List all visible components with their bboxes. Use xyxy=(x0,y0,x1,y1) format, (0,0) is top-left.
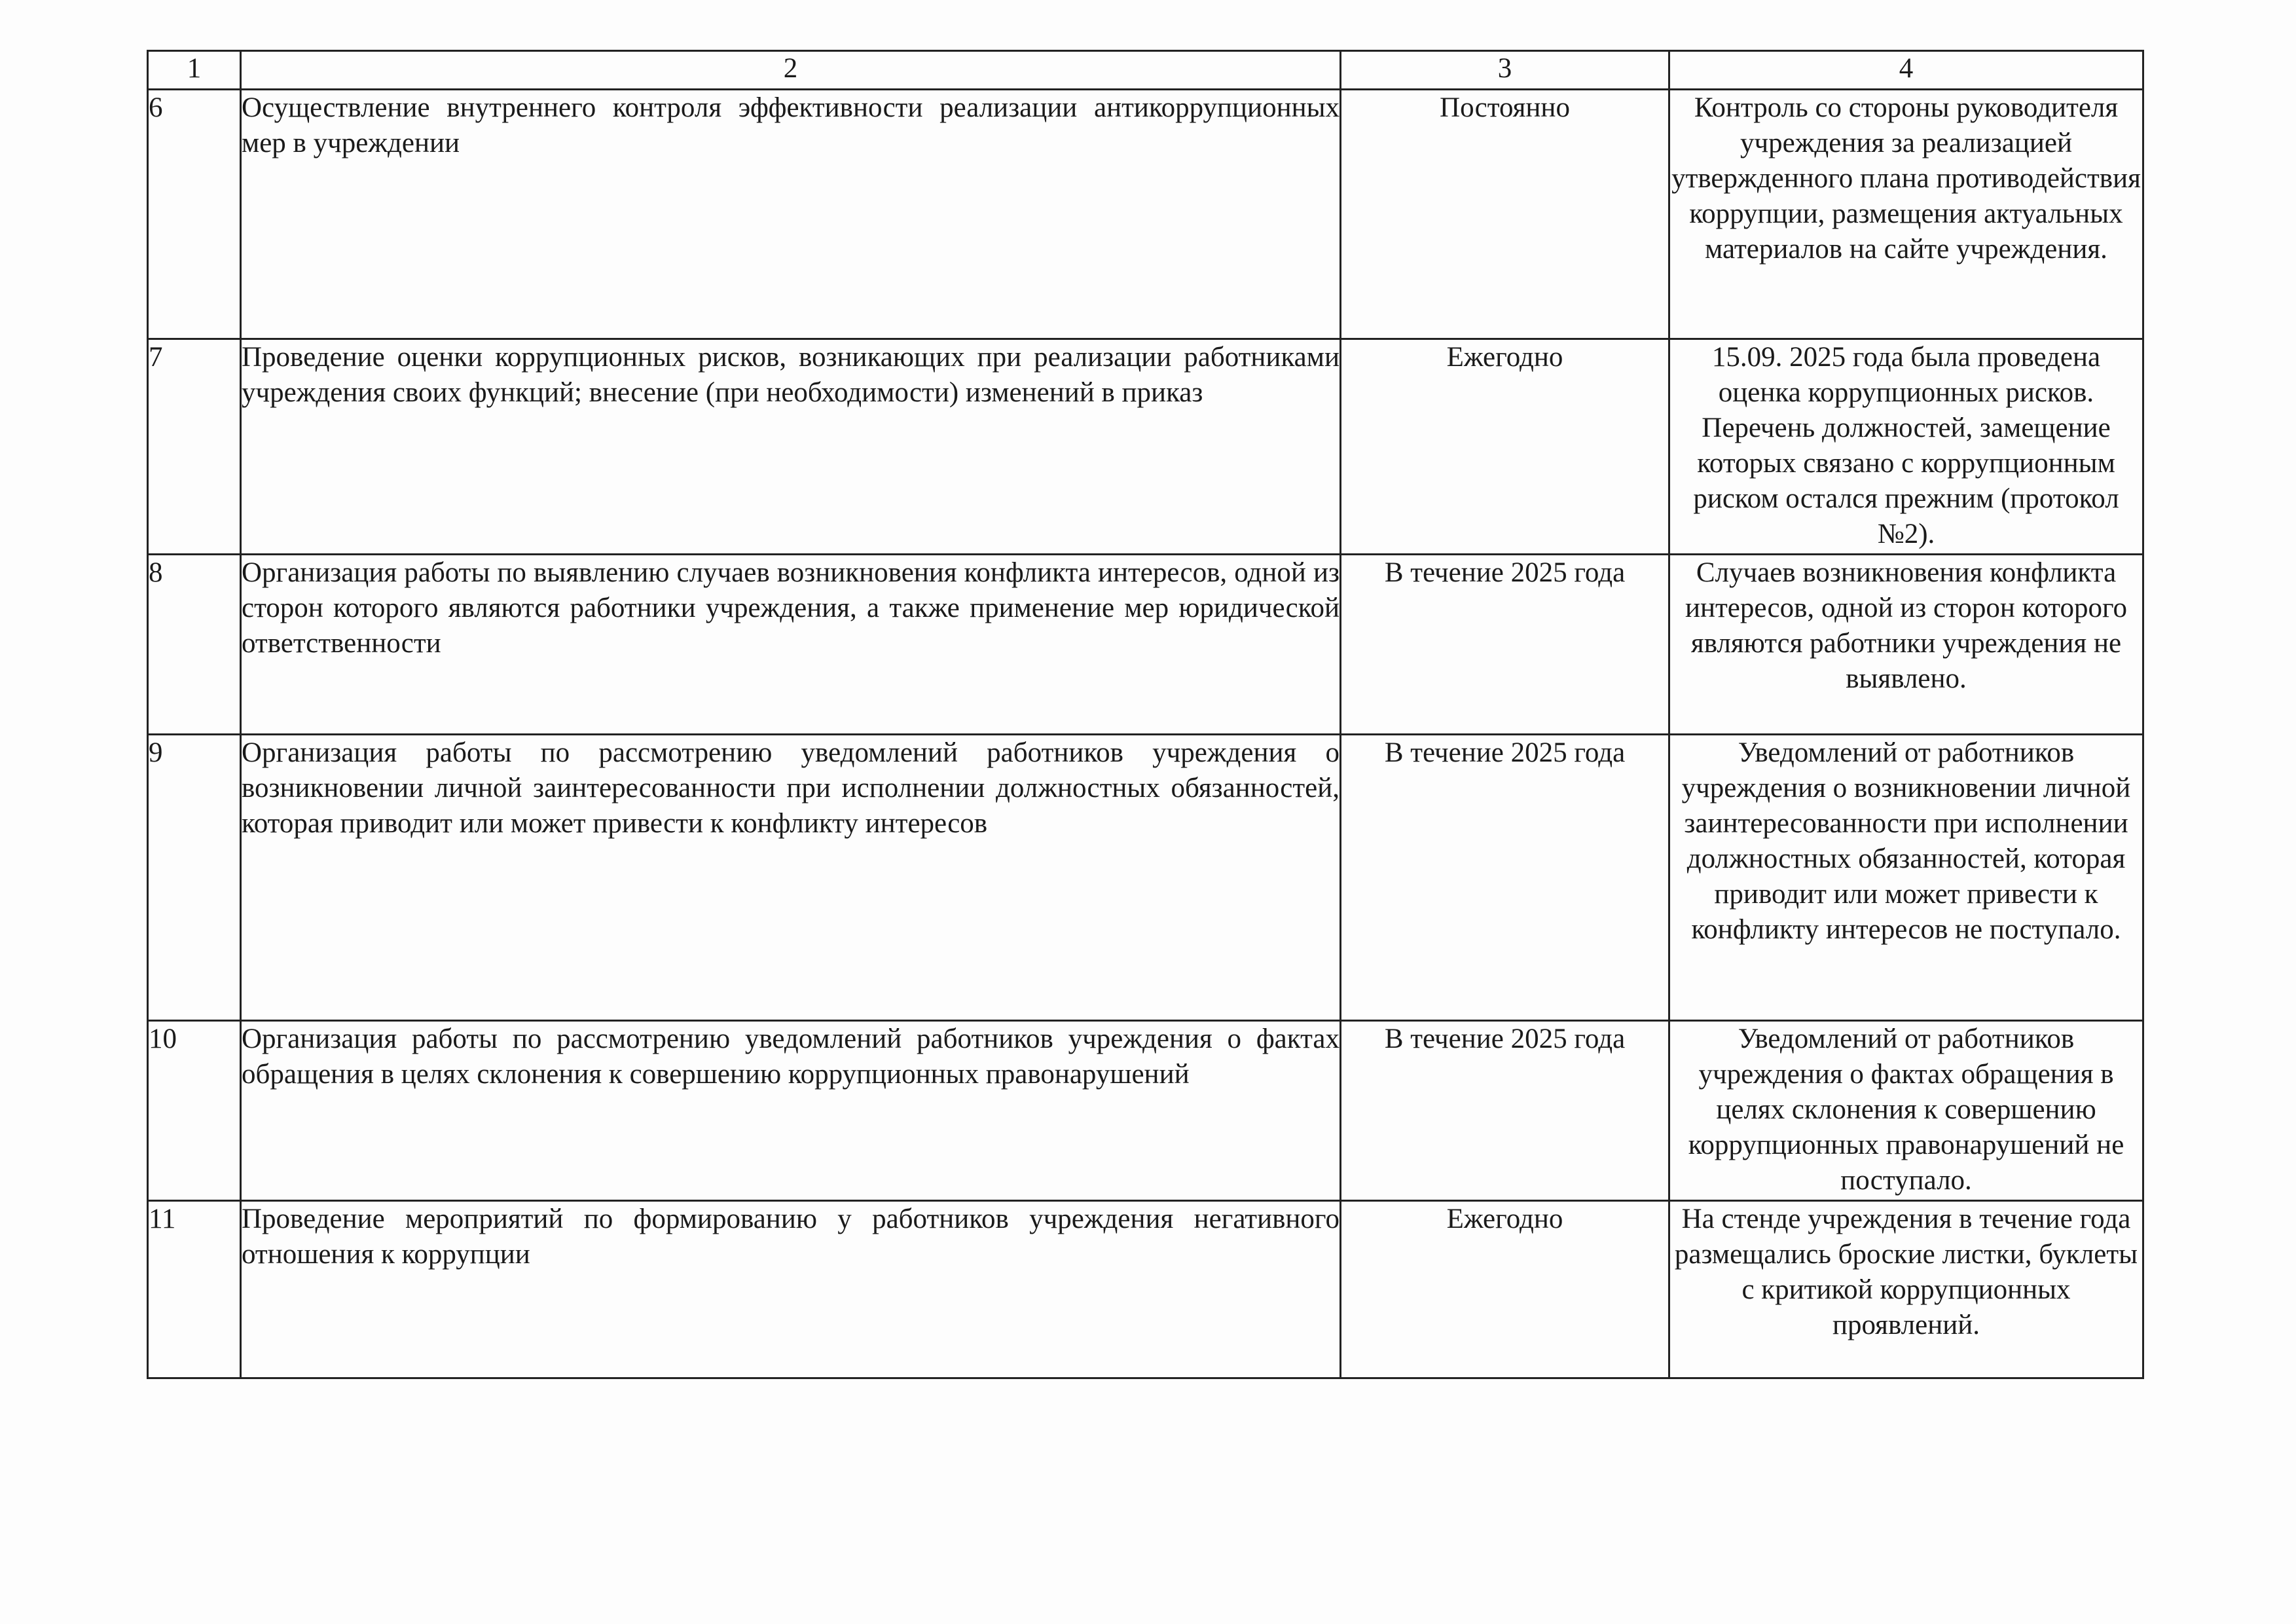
table-row xyxy=(148,90,2143,339)
row-term: В течение 2025 года xyxy=(1341,555,1669,735)
table-row xyxy=(148,1201,2143,1378)
row-result: Случаев возникновения конфликта интересов, одной из сторон которого являются работники учреждения не выявлено. xyxy=(1669,555,2143,735)
row-number: 10 xyxy=(148,1021,241,1201)
row-activity: Организация работы по рассмотрению уведомлений работников учреждения о фактах обращения в целях склонения к совершению коррупционных правонарушений xyxy=(241,1021,1341,1201)
row-result: На стенде учреждения в течение года размещались броские листки, буклеты с критикой коррупционных проявлений. xyxy=(1669,1201,2143,1378)
anticorruption-plan-table xyxy=(147,50,2144,1379)
table-row xyxy=(148,1021,2143,1201)
header-col-1: 1 xyxy=(148,51,241,90)
header-col-2: 2 xyxy=(241,51,1341,90)
row-activity: Проведение мероприятий по формированию у работников учреждения негативного отношения к коррупции xyxy=(241,1201,1341,1378)
header-col-3: 3 xyxy=(1341,51,1669,90)
row-term: В течение 2025 года xyxy=(1341,1021,1669,1201)
row-number: 11 xyxy=(148,1201,241,1378)
row-activity: Организация работы по рассмотрению уведомлений работников учреждения о возникновении личной заинтересованности при исполнении должностных обязанностей, которая приводит или может привести к конфликту интересов xyxy=(241,735,1341,1021)
table-row xyxy=(148,735,2143,1021)
row-term: Ежегодно xyxy=(1341,1201,1669,1378)
row-number: 7 xyxy=(148,339,241,555)
row-number: 8 xyxy=(148,555,241,735)
row-activity: Проведение оценки коррупционных рисков, возникающих при реализации работниками учреждения своих функций; внесение (при необходимости) изменений в приказ xyxy=(241,339,1341,555)
row-activity: Организация работы по выявлению случаев возникновения конфликта интересов, одной из сторон которого являются работники учреждения, а также применение мер юридической ответственности xyxy=(241,555,1341,735)
row-number: 9 xyxy=(148,735,241,1021)
table-header-row xyxy=(148,51,2143,90)
table-row xyxy=(148,339,2143,555)
row-term: В течение 2025 года xyxy=(1341,735,1669,1021)
row-result: Уведомлений от работников учреждения о возникновении личной заинтересованности при исполнении должностных обязанностей, которая приводит или может привести к конфликту интересов не поступало. xyxy=(1669,735,2143,1021)
row-result: Контроль со стороны руководителя учреждения за реализацией утвержденного плана противодействия коррупции, размещения актуальных материалов на сайте учреждения. xyxy=(1669,90,2143,339)
row-result: 15.09. 2025 года была проведена оценка коррупционных рисков. Перечень должностей, замещение которых связано с коррупционным риском остался прежним (протокол №2). xyxy=(1669,339,2143,555)
row-number: 6 xyxy=(148,90,241,339)
row-result: Уведомлений от работников учреждения о фактах обращения в целях склонения к совершению коррупционных правонарушений не поступало. xyxy=(1669,1021,2143,1201)
header-col-4: 4 xyxy=(1669,51,2143,90)
table-row xyxy=(148,555,2143,735)
row-term: Постоянно xyxy=(1341,90,1669,339)
row-term: Ежегодно xyxy=(1341,339,1669,555)
row-activity: Осуществление внутреннего контроля эффективности реализации антикоррупционных мер в учреждении xyxy=(241,90,1341,339)
